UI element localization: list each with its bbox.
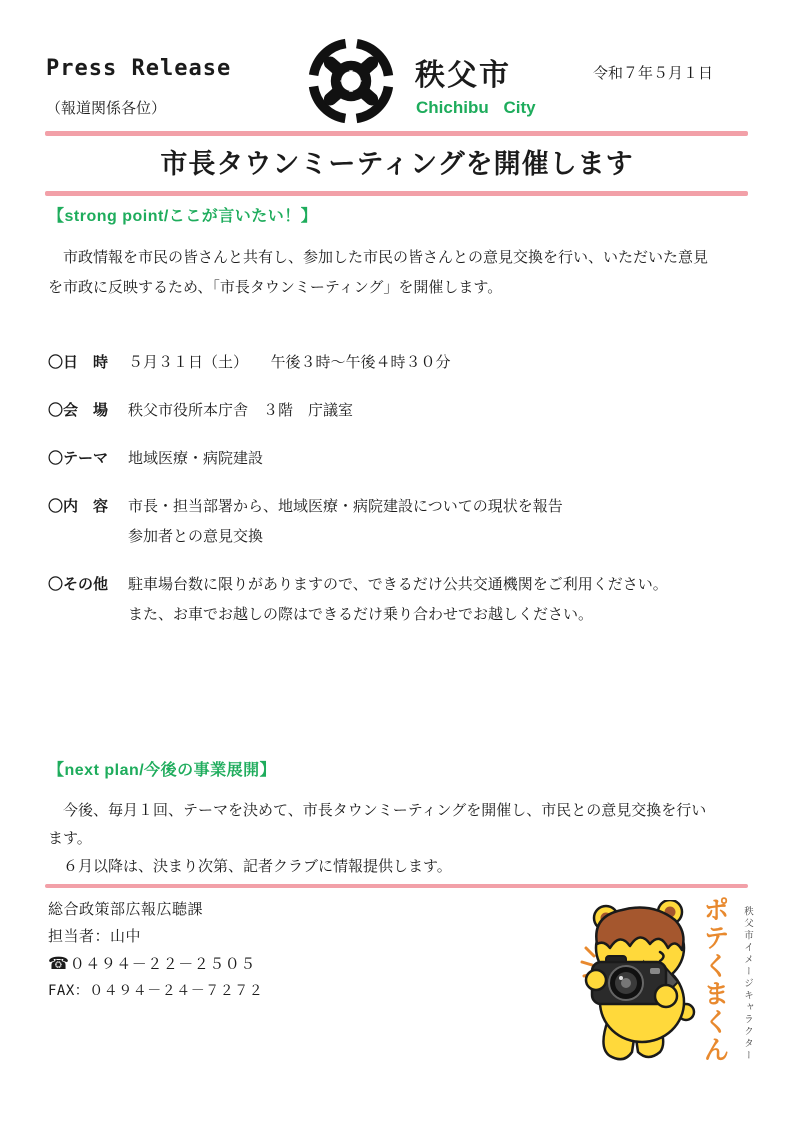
event-details-list [48,348,754,648]
city-name: 秩父市 [415,59,511,92]
city-name-english: Chichibu City [416,98,536,117]
detail-value: 参加者との意見交換 [128,528,264,545]
paragraph-line: 市政情報を市民の皆さんと共有し、参加した市民の皆さんとの意見交換を行い、いただいた意見 [48,249,709,266]
press-release-label: Press Release [46,56,232,81]
detail-row-datetime [48,348,754,378]
paragraph-line: を市政に反映するため、「市長タウンミーティング」を開催します。 [48,279,503,296]
paragraph-line: 今後、毎月１回、テーマを決めて、市長タウンミーティングを開催し、市民との意見交換を行い [48,802,707,819]
detail-label: 〇テーマ [48,450,109,467]
divider-line-top [45,131,748,136]
detail-row-content [48,492,754,552]
strong-point-paragraph [48,243,754,303]
strong-point-heading: 【strong point/ここが言いたい！】 [48,208,318,225]
mascot-name-label: ポテくまくん [700,896,730,1064]
divider-line-under-title [45,191,748,196]
next-plan-heading: 【next plan/今後の事業展開】 [48,762,277,779]
telephone-number: ０４９４－２２－２５０５ [69,956,256,973]
detail-row-venue [48,396,754,426]
contact-person: 担当者：山中 [48,928,142,945]
mascot-bear-icon [580,900,702,1068]
mascot-caption-label: 秩父市イメージキャラクター [742,906,753,1062]
detail-label: 〇内 容 [48,498,109,515]
contact-block [48,896,263,1005]
detail-value: 秩父市役所本庁舎 ３階 庁議室 [128,402,354,419]
detail-value: 市長・担当部署から、地域医療・病院建設についての現状を報告 [128,498,563,515]
paragraph-line: ６月以降は、決まり次第、記者クラブに情報提供します。 [48,858,452,875]
detail-label: 〇会 場 [48,402,109,419]
divider-line-bottom [45,884,748,888]
detail-row-other [48,570,754,630]
paragraph-line: ます。 [48,830,92,847]
chichibu-city-emblem-icon [308,38,394,124]
release-date: 令和７年５月１日 [593,65,714,82]
detail-label: 〇その他 [48,576,109,593]
page-title: 市長タウンミーティングを開催します [160,149,634,179]
detail-row-theme [48,444,754,474]
detail-label: 〇日 時 [48,354,109,371]
contact-telephone [48,950,263,978]
detail-value: また、お車でお越しの際はできるだけ乗り合わせでお越しください。 [128,606,594,623]
mascot-image [580,892,758,1072]
next-plan-paragraph [48,797,754,881]
phone-icon: ☎ [48,954,70,973]
addressee-label: （報道関係各位） [46,100,167,117]
contact-fax: FAX：０４９４－２４－７２７２ [48,983,264,999]
contact-department: 総合政策部広報広聴課 [48,901,204,918]
detail-value: ５月３１日（土） 午後３時～午後４時３０分 [128,354,451,371]
detail-value: 駐車場台数に限りがありますので、できるだけ公共交通機関をご利用ください。 [128,576,668,593]
detail-value: 地域医療・病院建設 [128,450,264,467]
